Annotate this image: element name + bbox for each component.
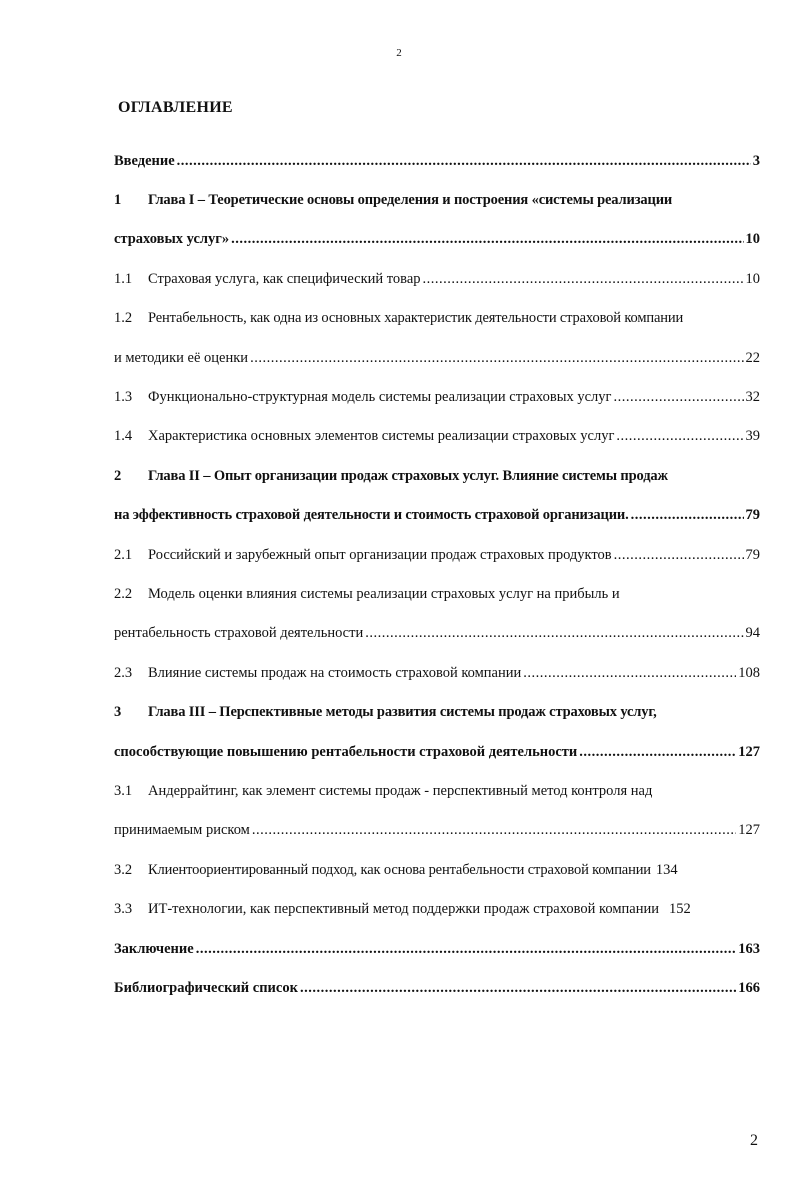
toc-entry-1-4[interactable] [114,417,760,456]
toc-entry-number: 3 [114,704,122,721]
toc-entry-text: страховых услуг» [114,231,230,248]
toc-leader-dots [365,623,743,643]
toc-entry-text: принимаемым риском [114,822,250,839]
toc-entry-conclusion[interactable] [114,929,760,968]
toc-entry-2-2[interactable] [114,574,760,613]
toc-entry-page: 108 [738,664,760,681]
toc-leader-dots [250,348,743,368]
toc-entry-3-1-cont[interactable] [114,811,760,850]
toc-leader-dots [423,269,744,289]
toc-entry-chapter-3-cont[interactable] [114,732,760,771]
toc-entry-text: Глава II – Опыт организации продаж страховых услуг. Влияние системы продаж [148,467,668,484]
toc-entry-text: Глава III – Перспективные методы развития системы продаж страховых услуг, [148,704,657,721]
toc-entry-text: Рентабельность, как одна из основных характеристик деятельности страховой компании [148,310,684,327]
toc-entry-number: 1.1 [114,270,133,287]
toc-entry-page: 39 [745,428,760,445]
toc-entry-text: Российский и зарубежный опыт организации продаж страховых продуктов [148,546,612,563]
toc-entry-text: Введение [114,152,175,169]
toc-entry-chapter-2[interactable] [114,456,760,495]
toc-entry-number: 1.3 [114,389,133,406]
toc-entry-page: 10 [745,231,760,248]
toc-entry-text: Библиографический список [114,979,298,996]
toc-leader-dots [252,820,736,840]
toc-entry-text: Глава I – Теоретические основы определения и построения «системы реализации [148,192,673,209]
toc-entry-number: 2.2 [114,585,133,602]
toc-entry-number: 1 [114,192,122,209]
toc-entry-3-1[interactable] [114,771,760,810]
toc-entry-chapter-1[interactable] [114,180,760,219]
toc-entry-2-3[interactable] [114,653,760,692]
toc-entry-page: 163 [738,940,760,957]
page-number-top: 2 [396,47,402,59]
toc-entry-page: 166 [738,979,760,996]
toc-entry-introduction[interactable] [114,141,760,180]
toc-leader-dots [579,742,736,762]
toc-entry-number: 1.4 [114,428,133,445]
toc-entry-number: 3.2 [114,861,133,878]
toc-leader-dots [631,505,744,525]
toc-entry-page: 127 [738,743,760,760]
toc-entry-page: 32 [745,389,760,406]
toc-entry-text: ИТ-технологии, как перспективный метод поддержки продаж страховой компании [148,901,659,918]
toc-entry-1-2[interactable] [114,299,760,338]
table-of-contents [114,141,760,1008]
toc-entry-page: 79 [745,507,760,524]
toc-entry-page: 127 [738,822,760,839]
toc-entry-page: 22 [745,349,760,366]
toc-entry-bibliography[interactable] [114,968,760,1007]
toc-entry-page: 152 [668,901,691,918]
toc-entry-text: Модель оценки влияния системы реализации страховых услуг на прибыль и [148,585,620,602]
toc-entry-number: 1.2 [114,310,133,327]
toc-entry-page: 94 [745,625,760,642]
toc-entry-1-1[interactable] [114,259,760,298]
toc-entry-2-1[interactable] [114,535,760,574]
toc-entry-text: и методики её оценки [114,349,249,366]
toc-entry-text: на эффективность страховой деятельности и стоимость страховой организации. [114,507,629,524]
toc-entry-page: 10 [745,270,760,287]
toc-entry-2-2-cont[interactable] [114,614,760,653]
toc-entry-text: Функционально-структурная модель системы реализации страховых услуг [148,389,612,406]
toc-entry-text: Характеристика основных элементов системы реализации страховых услуг [148,428,615,445]
toc-entry-text: Клиентоориентированный подход, как основа рентабельности страховой компании [148,861,651,878]
toc-entry-1-3[interactable] [114,377,760,416]
toc-entry-text: Заключение [114,940,194,957]
toc-leader-dots [196,939,737,959]
toc-entry-number: 2 [114,467,122,484]
toc-leader-dots [613,387,743,407]
toc-entry-chapter-2-cont[interactable] [114,496,760,535]
toc-entry-number: 3.3 [114,901,133,918]
toc-entry-text: Влияние системы продаж на стоимость страховой компании [148,664,522,681]
toc-leader-dots [177,151,751,171]
toc-entry-number: 2.3 [114,664,133,681]
toc-entry-chapter-1-cont[interactable] [114,220,760,259]
toc-entry-page: 134 [655,861,678,878]
toc-leader-dots [300,978,736,998]
toc-entry-page: 3 [752,152,760,169]
toc-leader-dots [614,545,744,565]
toc-leader-dots [231,229,743,249]
toc-title: ОГЛАВЛЕНИЕ [118,99,233,116]
toc-entry-text: рентабельность страховой деятельности [114,625,364,642]
toc-leader-dots [523,663,736,683]
toc-leader-dots [616,426,743,446]
toc-entry-1-2-cont[interactable] [114,338,760,377]
page-number-bottom: 2 [750,1132,758,1149]
toc-entry-chapter-3[interactable] [114,692,760,731]
toc-entry-number: 2.1 [114,546,133,563]
toc-entry-text: Андеррайтинг, как элемент системы продаж - перспективный метод контроля над [148,782,653,799]
toc-entry-3-3[interactable] [114,889,760,928]
toc-entry-text: способствующие повышению рентабельности страховой деятельности [114,743,578,760]
toc-entry-number: 3.1 [114,782,133,799]
toc-entry-text: Страховая услуга, как специфический товар [148,270,421,287]
toc-entry-page: 79 [745,546,760,563]
toc-entry-3-2[interactable] [114,850,760,889]
